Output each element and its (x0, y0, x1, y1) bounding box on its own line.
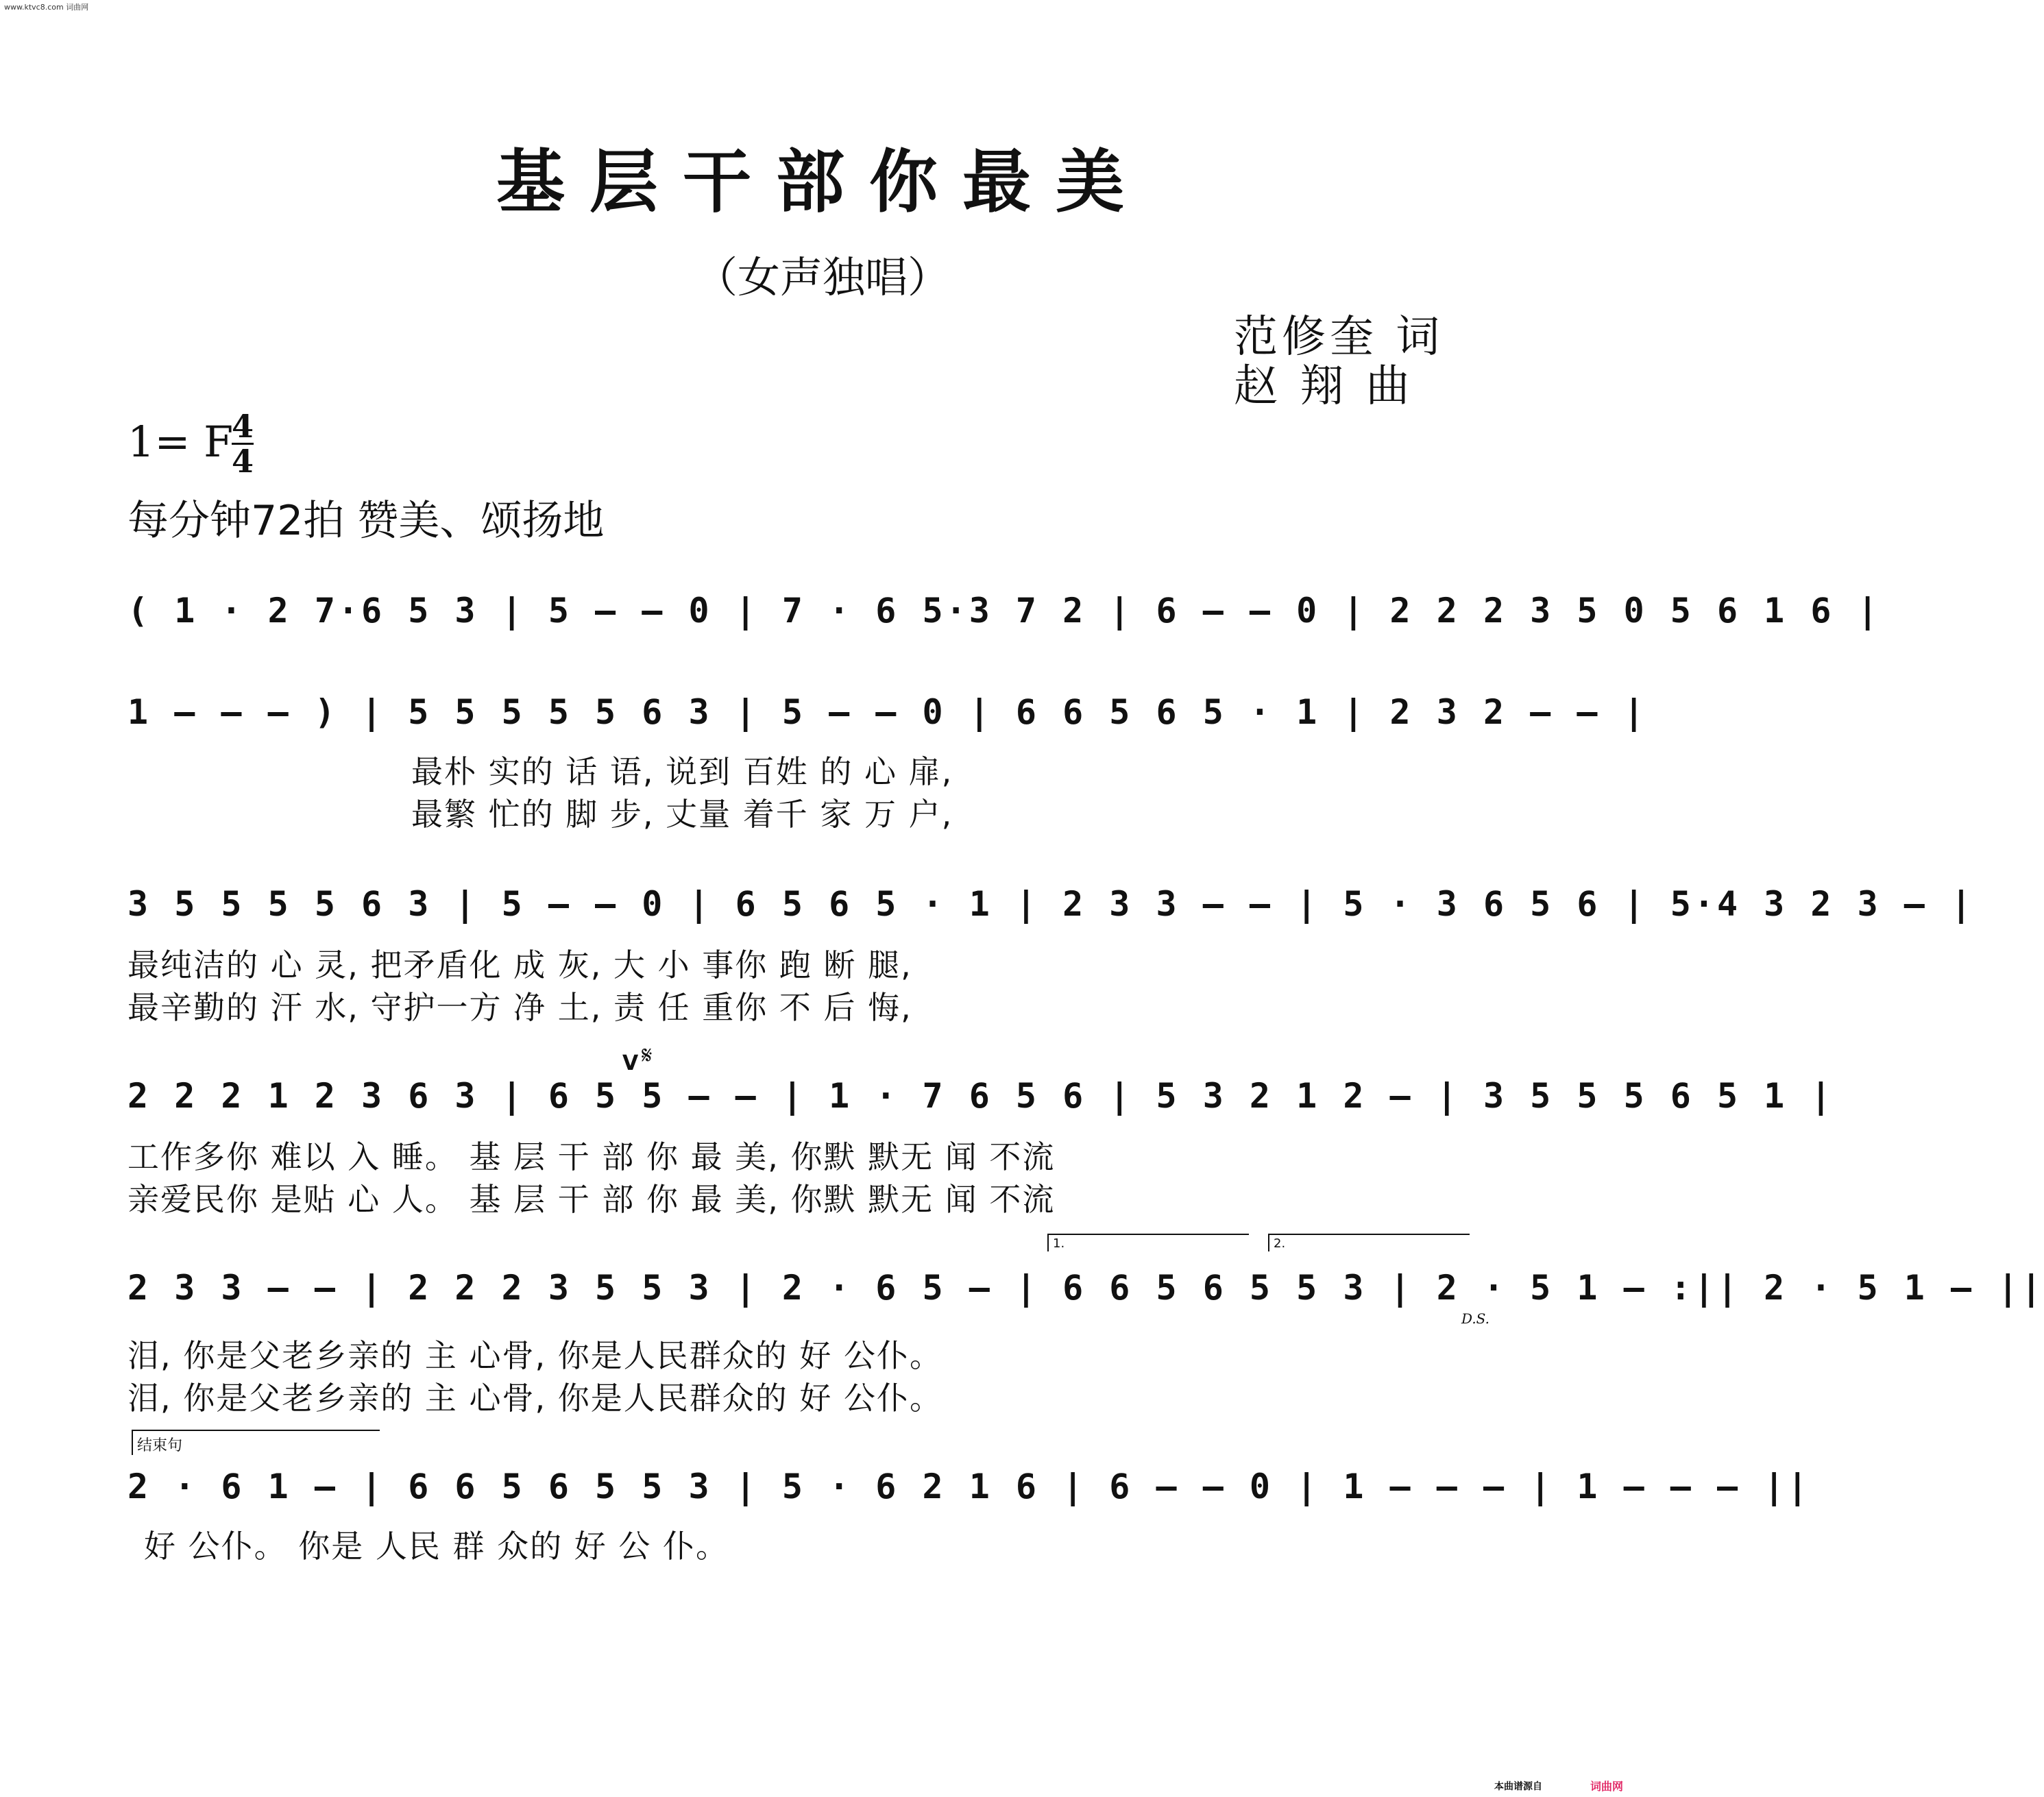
footer-brand: 词曲网 (1590, 1780, 1624, 1793)
ending-label: 结束句 (132, 1430, 380, 1455)
lyrics-row-4-verse-1: 工作多你 难以 入 睡。 基 层 干 部 你 最 美, 你默 默无 闻 不流 (127, 1138, 1056, 1175)
lyrics-row-5-verse-1: 泪, 你是父老乡亲的 主 心骨, 你是人民群众的 好 公仆。 (127, 1337, 942, 1374)
composer-credit: 赵 翔 曲 (1234, 361, 1414, 412)
score-row-5: 2 3 3 — — | 2 2 2 3 5 5 3 | 2 · 6 5 — | 6 6 5 6 5 5 3 | 2 · 5 1 — :|| 2 · 5 1 — || (127, 1268, 2044, 1308)
volta-1: 1. (1047, 1234, 1249, 1251)
site-name: 词曲网 (66, 3, 89, 12)
footer-source: 本曲谱源自 (1494, 1781, 1542, 1792)
key-signature: 1= F (127, 417, 234, 467)
lyrics-row-3-verse-2: 最辛勤的 汗 水, 守护一方 净 土, 责 任 重你 不 后 悔, (127, 989, 912, 1026)
segno-mark: 𝄋 (642, 1042, 653, 1070)
lyrics-row-2-verse-1: 最朴 实的 话 语, 说到 百姓 的 心 扉, (411, 753, 953, 790)
site-watermark (4, 1, 88, 12)
score-row-6: 2 · 6 1 — | 6 6 5 6 5 5 3 | 5 · 6 2 1 6 | 6 — — 0 | 1 — — — | 1 — — — || (127, 1467, 1811, 1506)
lyricist-credit: 范修奎 词 (1234, 312, 1444, 363)
score-row-2: 1 — — — ) | 5 5 5 5 5 6 3 | 5 — — 0 | 6 6 5 6 5 · 1 | 2 3 2 — — | (127, 692, 1647, 732)
lyrics-row-2-verse-2: 最繁 忙的 脚 步, 丈量 着千 家 万 户, (411, 796, 953, 833)
breath-mark: V (622, 1051, 639, 1075)
song-subtitle: （女声独唱） (694, 252, 950, 302)
tempo-marking: 每分钟72拍 赞美、颂扬地 (127, 497, 605, 545)
lyrics-row-3-verse-1: 最纯洁的 心 灵, 把矛盾化 成 灰, 大 小 事你 跑 断 腿, (127, 946, 912, 983)
score-row-1: ( 1 · 2 7·6 5 3 | 5 — — 0 | 7 · 6 5·3 7 2 | 6 — — 0 | 2 2 2 3 5 0 5 6 1 6 | (127, 591, 1881, 631)
score-row-4: 2 2 2 1 2 3 6 3 | 6 5 5 — — | 1 · 7 6 5 6 | 5 3 2 1 2 — | 3 5 5 5 6 5 1 | (127, 1076, 1834, 1116)
ds-marking: D.S. (1461, 1310, 1490, 1327)
score-row-3: 3 5 5 5 5 6 3 | 5 — — 0 | 6 5 6 5 · 1 | 2 3 3 — — | 5 · 3 6 5 6 | 5·4 3 2 3 — | (127, 884, 1975, 924)
song-title: 基层干部你最美 (496, 142, 1149, 222)
time-signature (232, 410, 254, 478)
lyrics-row-4-verse-2: 亲爱民你 是贴 心 人。 基 层 干 部 你 最 美, 你默 默无 闻 不流 (127, 1181, 1056, 1218)
time-signature-top: 4 (232, 408, 254, 445)
lyrics-row-5-verse-2: 泪, 你是父老乡亲的 主 心骨, 你是人民群众的 好 公仆。 (127, 1380, 942, 1417)
volta-2: 2. (1268, 1234, 1470, 1251)
lyrics-row-6: 好 公仆。 你是 人民 群 众的 好 公 仆。 (144, 1528, 729, 1565)
site-url: www.ktvc8.com (4, 3, 64, 12)
time-signature-bottom: 4 (232, 443, 254, 480)
